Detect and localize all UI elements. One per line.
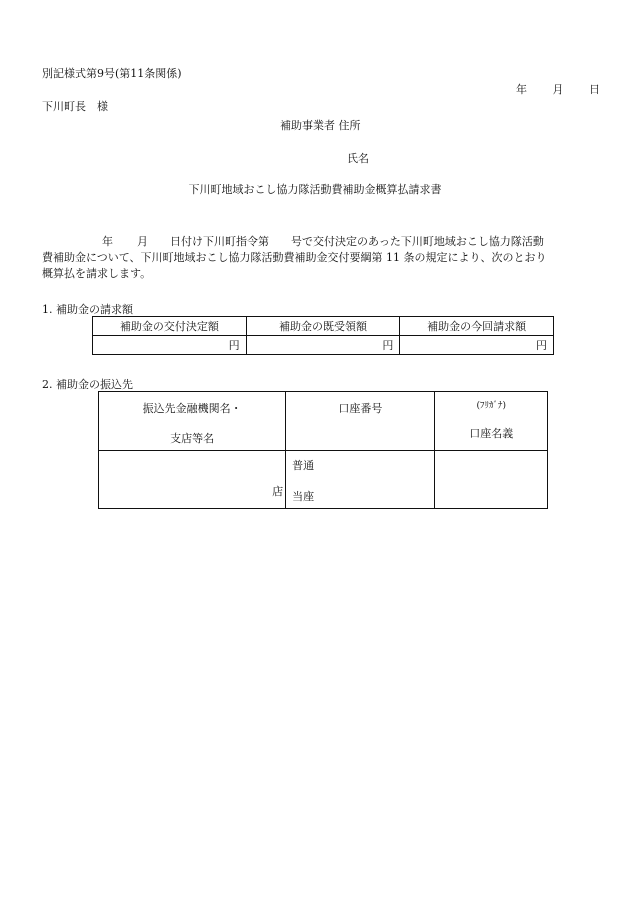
statement-line-1-text: 日付け下川町指令第 号で交付決定のあった下川町地域おこし協力隊活動 — [170, 235, 544, 248]
bank-transfer-table — [98, 391, 548, 509]
bank-header-line2: 支店等名 — [170, 432, 215, 445]
account-type-ordinary[interactable]: 普通 — [292, 459, 315, 472]
column-header-bank — [99, 392, 286, 451]
statement-line-3: 概算払を請求します。 — [42, 267, 152, 280]
column-header-received: 補助金の既受領額 — [246, 317, 400, 336]
table-row — [99, 451, 548, 509]
account-number-header: 口座番号 — [338, 402, 383, 415]
request-statement — [42, 234, 604, 282]
statement-line-1 — [42, 234, 604, 250]
bank-name-cell[interactable] — [99, 451, 286, 509]
kana-header: (ﾌﾘｶﾞﾅ) — [476, 401, 506, 411]
applicant-address-label: 補助事業者 住所 — [280, 119, 361, 132]
column-header-account-number — [286, 392, 435, 451]
column-header-approved: 補助金の交付決定額 — [93, 317, 247, 336]
form-number: 別記様式第9号(第11条関係) — [42, 67, 182, 80]
statement-line-2: 費補助金について、下川町地域おこし協力隊活動費補助金交付要綱第 11 条の規定により、次のとおり — [42, 251, 547, 264]
section1-heading: 1. 補助金の請求額 — [42, 303, 133, 316]
recipient: 下川町長 様 — [42, 100, 108, 113]
date-month-label: 月 — [552, 83, 564, 96]
statement-year: 年 — [102, 235, 113, 248]
branch-suffix: 店 — [272, 485, 284, 498]
applicant-name-label: 氏名 — [347, 152, 369, 165]
table-header-row — [93, 317, 554, 336]
approved-amount-cell[interactable]: 円 — [93, 336, 247, 355]
column-header-requested: 補助金の今回請求額 — [400, 317, 554, 336]
account-holder-cell[interactable] — [435, 451, 548, 509]
account-holder-header: 口座名義 — [469, 427, 514, 440]
received-amount-cell[interactable]: 円 — [246, 336, 400, 355]
requested-amount-cell[interactable]: 円 — [400, 336, 554, 355]
statement-month: 月 — [137, 235, 148, 248]
column-header-account-holder — [435, 392, 548, 451]
account-type-current[interactable]: 当座 — [292, 490, 315, 503]
bank-header-line1: 振込先金融機関名・ — [142, 402, 242, 415]
request-amount-table — [92, 316, 554, 355]
document-title: 下川町地域おこし協力隊活動費補助金概算払請求書 — [188, 183, 442, 196]
date-year-label: 年 — [516, 83, 527, 96]
table-header-row — [99, 392, 548, 451]
date-line — [516, 81, 600, 97]
table-row — [93, 336, 554, 355]
section2-heading: 2. 補助金の振込先 — [42, 378, 133, 391]
date-day-label: 日 — [589, 83, 600, 96]
account-number-cell[interactable] — [286, 451, 435, 509]
